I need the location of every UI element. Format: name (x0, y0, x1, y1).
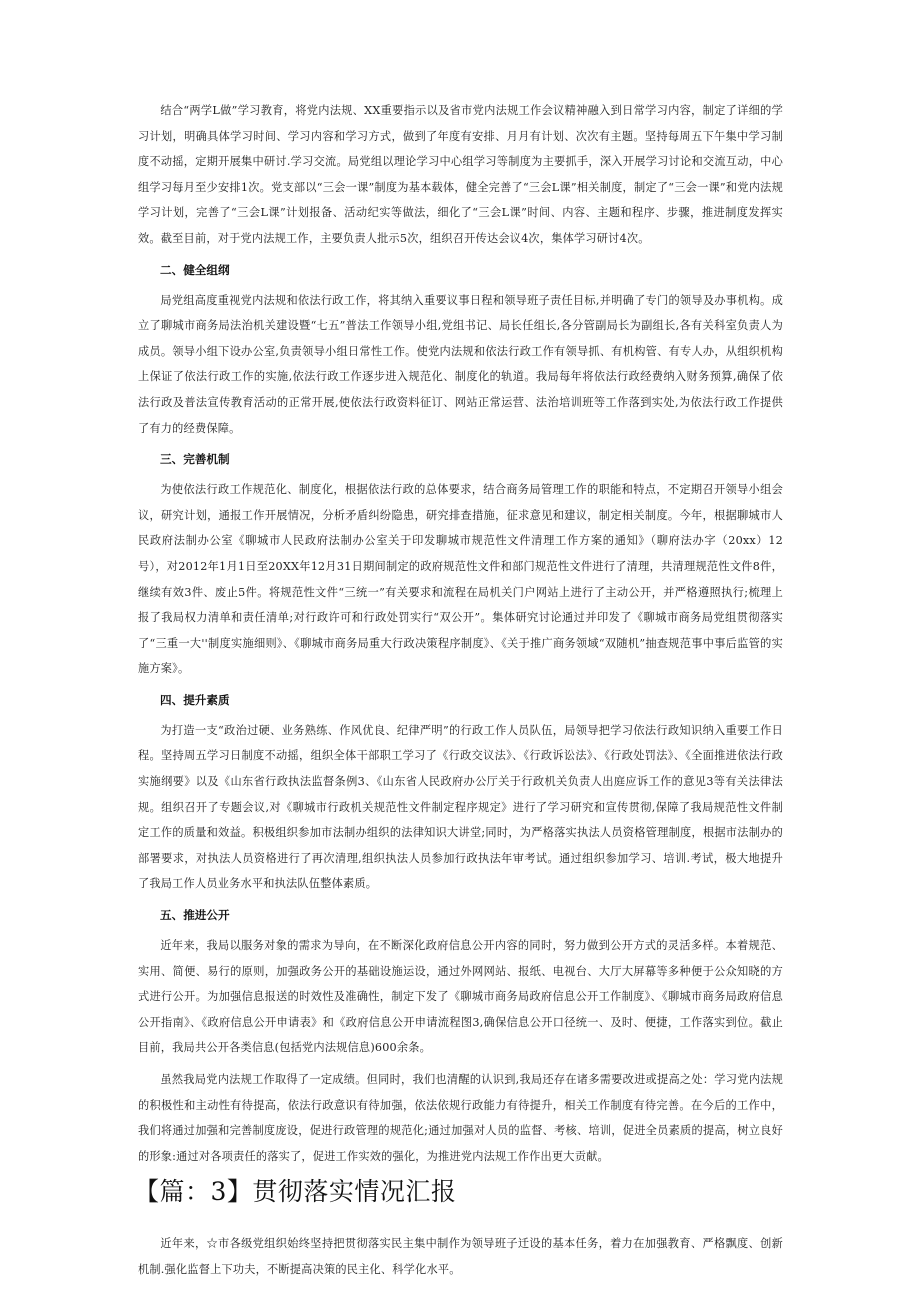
paragraph-openness: 近年来，我局以服务对象的需求为导向，在不断深化政府信息公开内容的同时，努力做到公开方式的灵活多样。本着规范、实用、简便、易行的原则，加强政务公开的基础设施运设，通过外网网站、报纸、电视台、大厅大屏幕等多种便于公众知晓的方式进行公开。为加强信息报送的时效性及准确性，制定下发了《聊城市商务局政府信息公开工作制度》、《聊城市商务局政府信息公开指南》、《政府信息公开申请表》和《政府信息公开申请流程图3,确保信息公开口径统一、及时、便捷，工作落实到位。截止目前，我局共公开各类信息(包括党内法规信息)600余条。 (138, 939, 783, 1055)
paragraph-summary: 虽然我局党内法规工作取得了一定成绩。但同时，我们也清醒的认识到,我局还存在诸多需要改进或提高之处：学习党内法规的积极性和主动性有待提高，依法行政意识有待加强，依法依规行政能力有待提升，相关工作制度有待完善。在今后的工作中，我们将通过加强和完善制度庞设，促进行政管理的规范化;通过加强对人员的监督、考核、培训，促进全员素质的提高，树立良好的形象:通过对各项责任的落实了，促进工作实效的强化，为推进党内法规工作作出更大贡献。 (138, 1073, 783, 1163)
chapter-title: 【篇：3】贯彻落实情况汇报 (134, 1177, 457, 1207)
paragraph-study: 结合“两学L做”学习教育，将党内法规、XX重要指示以及省市党内法规工作会议精神融入到日常学习内容，制定了详细的学习计划，明确具体学习时间、学习内容和学习方式，做到了年度有安排、月月有计划、次次有主题。坚持每周五下午集中学习制度不动摇，定期开展集中研讨.学习交流。局党组以理论学习中心组学习等制度为主要抓手，深入开展学习讨论和交流互动，中心组学习每月至少安排1次。党支部以“三会一课”制度为基本载体，健全完善了“三会L课”相关制度，制定了“三会一课”和党内法规学习计划，完善了“三会L课”计划报备、活动纪实等做法，细化了“三会L课”时间、内容、主题和程序、步骤，推进制度发挥实效。截至目前，对于党内法规工作，主要负责人批示5次，组织召开传达会议4次，集体学习研讨4次。 (138, 104, 783, 245)
section-heading-5: 五、推进公开 (160, 908, 230, 923)
document-page (134, 98, 783, 1289)
section-heading-4: 四、提升素质 (160, 692, 230, 707)
section-heading-2: 二、健全组纲 (160, 262, 230, 277)
paragraph-quality: 为打造一支“政治过硬、业务熟练、作风优良、纪律严明”的行政工作人员队伍，局领导把学习依法行政知识纳入重要工作日程。坚持周五学习日制度不动摇，组织全体干部职工学习了《行政交议法》、《行政诉讼法》、《行政处罚法》、《全面推进依法行政实施纲要》以及《山东省行政执法监督条例3、《山东省人民政府办公厅关于行政机关负责人出庭应诉工作的意见3等有关法律法规。组织召开了专题会议,对《聊城市行政机关规范性文件制定程序规定》进行了学习研究和宣传贯彻,保障了我局规范性文件制定工作的质量和效益。积极组织参加市法制办组织的法律知识大讲堂;同时，为严格落实执法人员资格管理制度，根据市法制办的部署要求，对执法人员资格进行了再次清理,组织执法人员参加行政执法年审考试。通过组织参加学习、培训.考试，极大地提升了我局工作人员业务水平和执法队伍整体素质。 (138, 723, 783, 891)
paragraph-intro: 近年来，☆市各级党组织始终坚持把贯彻落实民主集中制作为领导班子迁设的基本任务，着力在加强教育、严格飘度、创新机制.强化监督上下功夫，不断提高决策的民主化、科学化水平。 (138, 1237, 783, 1276)
paragraph-mechanism: 为使依法行政工作规范化、制度化，根据依法行政的总体要求，结合商务局管理工作的职能和特点，不定期召开领导小组会议，研究计划，通报工作开展情况，分析矛盾纠纷隐患，研究排查措施，征求意见和建议，制定相关制度。今年，根据聊城市人民政府法制办公室《聊城市人民政府法制办公室关于印发聊城市规范性文件清理工作方案的通知》（聊府法办字（20xx）12号），对2012年1月1日至20XX年12月31日期间制定的政府规范性文件和部门规范性文件进行了清理，共清理规范性文件8件，继续有效3件、废止5件。将规范性文件“三统一”有关要求和流程在局机关门户网站上进行了主动公开，并严格遵照执行;梳理上报了我局权力清单和责任清单;对行政许可和行政处罚实行“双公开”。集体研究讨论通过并印发了《聊城市商务局党组贯彻落实了“三重一大''制度实施细则》、《聊城市商务局重大行政决策程序制度》、《关于推广商务领域“双随机”抽查规范事中事后监管的实施方案》。 (138, 483, 783, 676)
paragraph-organization: 局党组高度重视党内法规和依法行政工作，将其纳入重要议事日程和领导班子责任目标,并明确了专门的领导及办事机构。成立了聊城市商务局法治机关建设暨“七五”普法工作领导小组,党组书记、局长任组长,各分管副局长为副组长,各有关科室负责人为成员。领导小组下设办公室,负责领导小组日常性工作。使党内法规和依法行政工作有领导抓、有机构管、有专人办，从组织机构上保证了依法行政工作的实施,依法行政工作逐步进入规范化、制度化的轨道。我局每年将依法行政经费纳入财务预算,确保了依法行政及普法宣传教育活动的正常开展,使依法行政资料征订、网站正常运营、法治培训班等工作落到实处,为依法行政工作提供了有力的经费保障。 (138, 293, 783, 435)
section-heading-3: 三、完善机制 (160, 452, 230, 467)
